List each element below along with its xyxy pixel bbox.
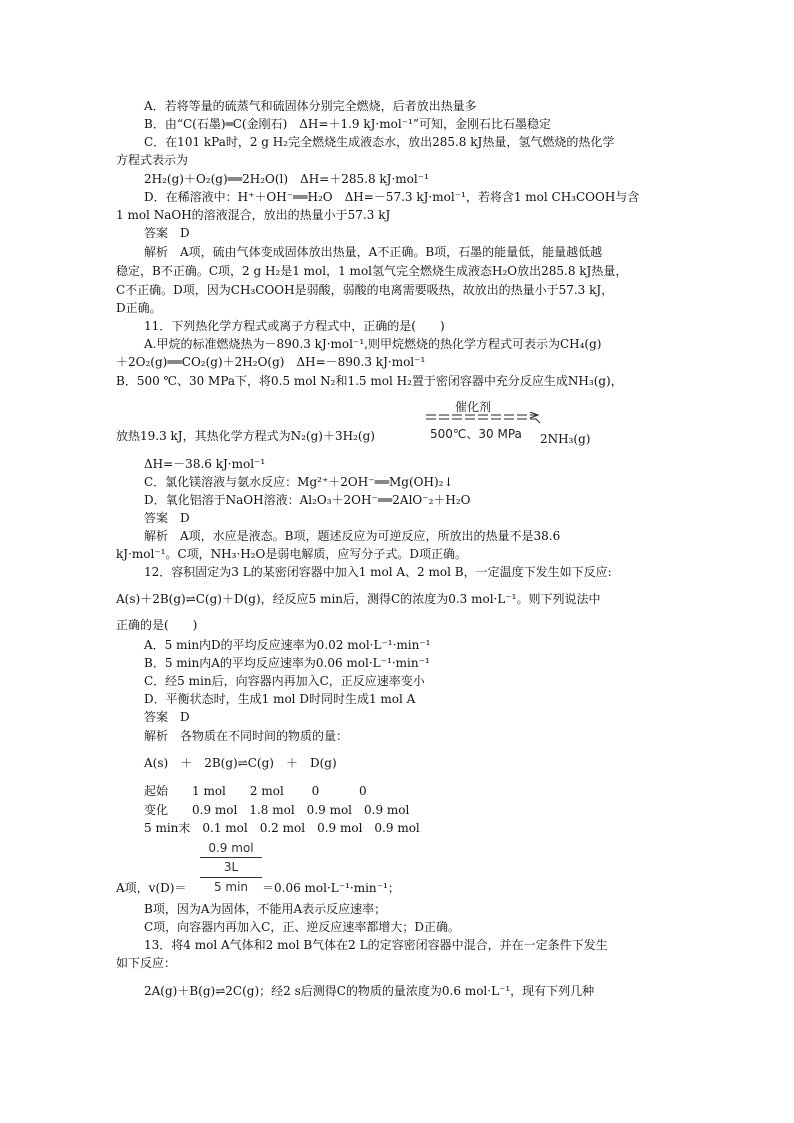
enthalpy: ΔH=－38.6 kJ·mol⁻¹ <box>144 457 266 471</box>
option-c: C．氯化镁溶液与氨水反应：Mg²⁺＋2OH⁻══Mg(OH)₂↓ <box>144 475 454 489</box>
reaction: 2A(g)＋B(g)⇌2C(g)；经2 s后测得C的物质的量浓度为0.6 mol·L⁻¹，现有下列几种 <box>144 984 595 998</box>
analysis-text: B项，因为A为固体，不能用A表示反应速率； <box>144 902 387 916</box>
question-13: 13．将4 mol A气体和2 mol B气体在2 L的定容密闭容器中混合，并在一定条件下发生 <box>144 938 608 952</box>
option-b: B．500 ℃、30 MPa下，将0.5 mol N₂和1.5 mol H₂置于密闭容器中充分反应生成NH₃(g)， <box>116 374 623 388</box>
analysis-text: 解析 A项，硫由气体变成固体放出热量，A不正确。B项，石墨的能量低，能量越低越 <box>144 245 603 259</box>
equation: 2H₂(g)＋O₂(g)══2H₂O(l) ΔH=＋285.8 kJ·mol⁻¹ <box>144 172 429 186</box>
fraction-bar <box>200 877 262 878</box>
condition-label: 500℃、30 MPa <box>430 427 522 441</box>
answer-label: 答案 D <box>144 226 190 240</box>
option-d-cont: 1 mol NaOH的溶液混合，放出的热量小于57.3 kJ <box>116 208 391 222</box>
analysis-text: kJ·mol⁻¹。C项，NH₃·H₂O是弱电解质，应写分子式。D项正确。 <box>116 547 467 561</box>
option-b: B．由“C(石墨)═C(金刚石) ΔH=＋1.9 kJ·mol⁻¹”可知，金刚石比石墨稳定 <box>144 117 551 131</box>
option-c: C．在101 kPa时，2 g H₂完全燃烧生成液态水，放出285.8 kJ热量，氢气燃烧的热化学 <box>144 135 615 149</box>
question-12-cont: 正确的是( ) <box>116 618 198 632</box>
analysis-text: 解析 各物质在不同时间的物质的量： <box>144 729 349 743</box>
table-row-end: 5 min末 0.1 mol 0.2 mol 0.9 mol 0.9 mol <box>144 821 420 835</box>
rate-result: ＝0.06 mol·L⁻¹·min⁻¹； <box>262 881 400 895</box>
question-13-cont: 如下反应： <box>116 956 177 970</box>
reaction-table-header: A(s) ＋ 2B(g)⇌C(g) ＋ D(g) <box>144 756 337 770</box>
option-c-cont: 方程式表示为 <box>116 153 189 167</box>
table-row-change: 变化 0.9 mol 1.8 mol 0.9 mol 0.9 mol <box>144 803 410 817</box>
option-a: A.甲烷的标准燃烧热为－890.3 kJ·mol⁻¹,则甲烷燃烧的热化学方程式可表示为CH₄(g) <box>144 337 602 351</box>
fraction-num-top: 0.9 mol <box>208 841 254 855</box>
rate-calc: A项，v(D)＝ <box>116 881 187 895</box>
option-a: A．若将等量的硫蒸气和硫固体分别完全燃烧，后者放出热量多 <box>144 99 477 113</box>
question-11: 11．下列热化学方程式或离子方程式中，正确的是( ) <box>144 319 445 333</box>
reaction: A(s)＋2B(g)⇌C(g)＋D(g)，经反应5 min后，测得C的浓度为0.3 mol·L⁻¹。则下列说法中 <box>116 592 601 606</box>
question-12: 12．容积固定为3 L的某密闭容器中加入1 mol A、2 mol B，一定温度下发生如下反应: <box>144 565 612 579</box>
fraction-bar-inner <box>200 857 262 858</box>
analysis-text: 解析 A项，水应是液态。B项，题述反应为可逆反应，所放出的热量不是38.6 <box>144 529 561 543</box>
option-d: D．平衡状态时，生成1 mol D时同时生成1 mol A <box>144 692 416 706</box>
table-row-start: 起始 1 mol 2 mol 0 0 <box>144 784 367 798</box>
fraction-num-bottom: 3L <box>223 860 239 874</box>
catalyst-label: 催化剂 <box>455 400 492 414</box>
analysis-text: 稳定，B不正确。C项，2 g H₂是1 mol，1 mol氢气完全燃烧生成液态H₂O放出285.8 kJ热量， <box>116 264 628 278</box>
answer-label: 答案 D <box>144 710 190 724</box>
fraction-den: 5 min <box>213 880 249 894</box>
option-d: D．氧化铝溶于NaOH溶液：Al₂O₃＋2OH⁻══2AlO⁻₂＋H₂O <box>144 493 471 507</box>
option-b-cont: 放热19.3 kJ，其热化学方程式为N₂(g)＋3H₂(g) <box>116 429 375 443</box>
analysis-text: D正确。 <box>116 301 162 315</box>
analysis-text: C项，向容器内再加入C，正、逆反应速率都增大；D正确。 <box>144 920 460 934</box>
option-b: B．5 min内A的平均反应速率为0.06 mol·L⁻¹·min⁻¹ <box>144 656 430 670</box>
product: 2NH₃(g) <box>540 432 591 446</box>
analysis-text: C不正确。D项，因为CH₃COOH是弱酸，弱酸的电离需要吸热，故放出的热量小于57.3 kJ， <box>116 283 614 297</box>
option-c: C．经5 min后，向容器内再加入C，正反应速率变小 <box>144 674 425 688</box>
reversible-arrow-icon <box>424 412 544 424</box>
equation: ＋2O₂(g)══CO₂(g)＋2H₂O(g) ΔH=－890.3 kJ·mol⁻¹ <box>116 355 426 369</box>
option-a: A．5 min内D的平均反应速率为0.02 mol·L⁻¹·min⁻¹ <box>144 638 431 652</box>
option-d: D．在稀溶液中：H⁺＋OH⁻══H₂O ΔH=－57.3 kJ·mol⁻¹，若将含1 mol CH₃COOH与含 <box>144 190 640 204</box>
answer-label: 答案 D <box>144 511 190 525</box>
